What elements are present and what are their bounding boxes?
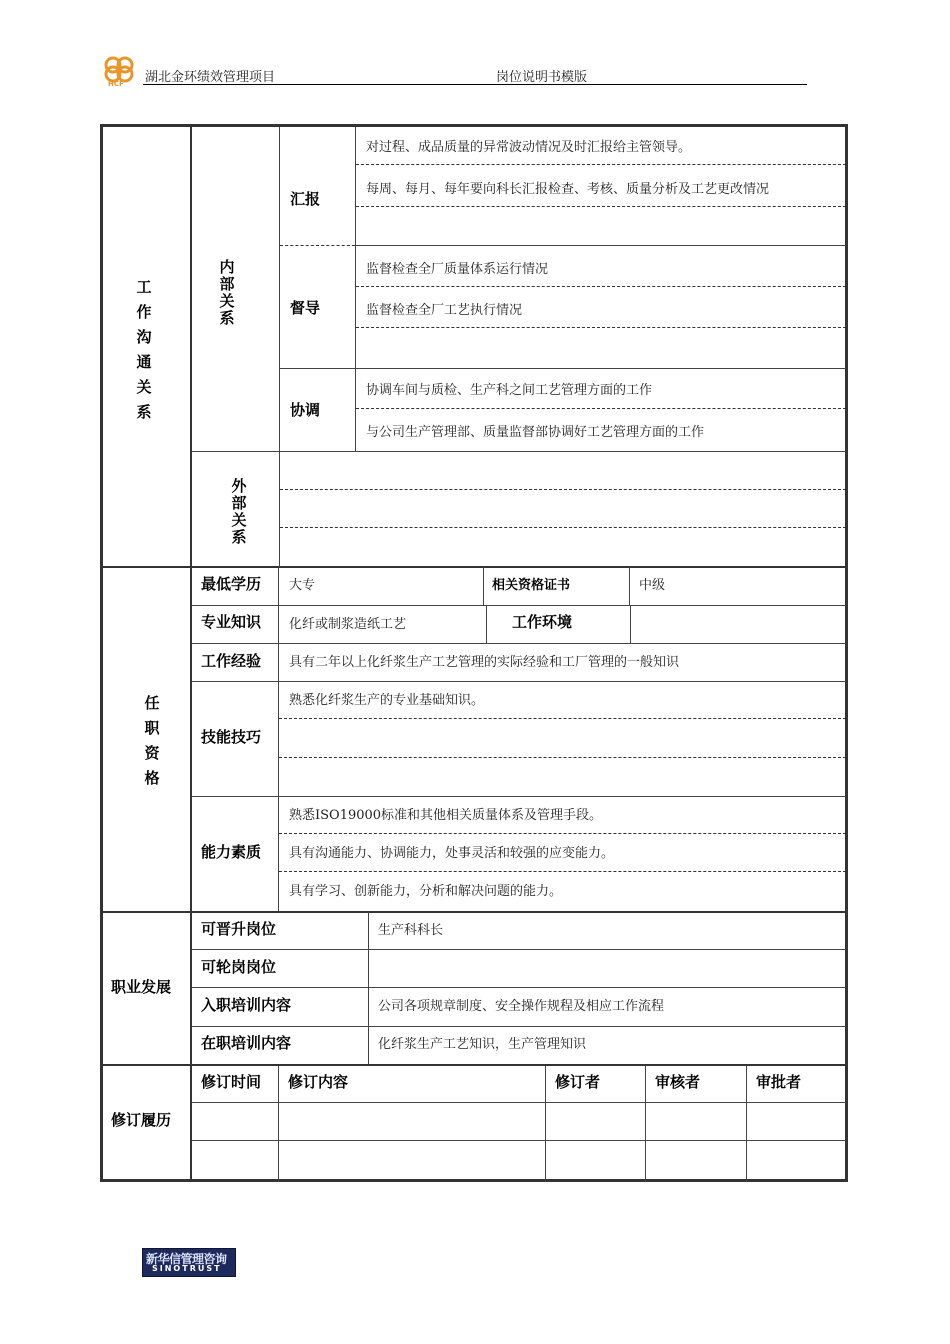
ability-line-3: 具有学习、创新能力，分析和解决问题的能力。	[289, 884, 563, 899]
career-onboarding-value: 公司各项规章制度、安全操作规程及相应工作流程	[378, 999, 665, 1014]
education-value: 大专	[289, 578, 316, 593]
knowledge-label: 专业知识	[201, 613, 262, 631]
revision-col-content: 修订内容	[288, 1073, 349, 1091]
report-line-1: 对过程、成品质量的异常波动情况及时汇报给主管领导。	[366, 140, 692, 155]
report-divider	[280, 245, 355, 246]
footer-brand-en: SINOTRUST	[152, 1264, 222, 1273]
career-rotation-label: 可轮岗岗位	[201, 958, 277, 976]
work-environment-label: 工作环境	[512, 613, 573, 631]
coordinate-line-1: 协调车间与质检、生产科之间工艺管理方面的工作	[366, 383, 653, 398]
career-inservice-label: 在职培训内容	[201, 1034, 292, 1052]
supervise-line-2: 监督检查全厂工艺执行情况	[366, 303, 523, 318]
external-relations-label: 外部关系	[231, 477, 247, 546]
ability-line-2: 具有沟通能力、协调能力，处事灵活和较强的应变能力。	[289, 846, 615, 861]
section-label-qualification: 任职资格	[144, 694, 160, 787]
footer-brand-logo	[142, 1248, 236, 1277]
skills-line-1: 熟悉化纤浆生产的专业基础知识。	[289, 693, 485, 708]
experience-value: 具有二年以上化纤浆生产工艺管理的实际经验和工厂管理的一般知识	[289, 655, 680, 670]
supervise-label: 督导	[290, 299, 321, 317]
knowledge-value: 化纤或制浆造纸工艺	[289, 617, 407, 632]
certificate-label: 相关资格证书	[492, 578, 571, 593]
logo-text: HCF	[108, 80, 124, 88]
section-label-career: 职业发展	[111, 978, 172, 996]
header-project-title: 湖北金环绩效管理项目	[145, 70, 276, 85]
career-inservice-value: 化纤浆生产工艺知识，生产管理知识	[378, 1037, 587, 1052]
ability-line-1: 熟悉ISO19000标准和其他相关质量体系及管理手段。	[289, 808, 603, 823]
internal-relations-label: 内部关系	[219, 258, 235, 327]
revision-col-reviser: 修订者	[555, 1073, 601, 1091]
coordinate-line-2: 与公司生产管理部、质量监督部协调好工艺管理方面的工作	[366, 425, 705, 440]
career-promotion-label: 可晋升岗位	[201, 920, 277, 938]
supervise-line-1: 监督检查全厂质量体系运行情况	[366, 262, 549, 277]
education-label: 最低学历	[201, 575, 262, 593]
ability-label: 能力素质	[201, 843, 262, 861]
section-label-communication: 工作沟通关系	[136, 278, 152, 421]
header-rule	[143, 84, 807, 85]
footer-brand-cn: 新华信管理咨询	[146, 1252, 227, 1266]
report-line-2: 每周、每月、每年要向科长汇报检查、考核、质量分析及工艺更改情况	[366, 182, 770, 197]
header-doc-type: 岗位说明书模版	[496, 70, 588, 85]
report-label: 汇报	[290, 190, 321, 208]
revision-col-approver: 审批者	[756, 1073, 802, 1091]
revision-col-time: 修订时间	[201, 1073, 262, 1091]
career-onboarding-label: 入职培训内容	[201, 996, 292, 1014]
skills-label: 技能技巧	[201, 728, 262, 746]
revision-col-reviewer: 审核者	[655, 1073, 701, 1091]
certificate-value: 中级	[639, 578, 666, 593]
section-label-revision: 修订履历	[111, 1111, 172, 1129]
career-promotion-value: 生产科科长	[378, 923, 444, 938]
coordinate-label: 协调	[290, 401, 321, 419]
experience-label: 工作经验	[201, 652, 262, 670]
